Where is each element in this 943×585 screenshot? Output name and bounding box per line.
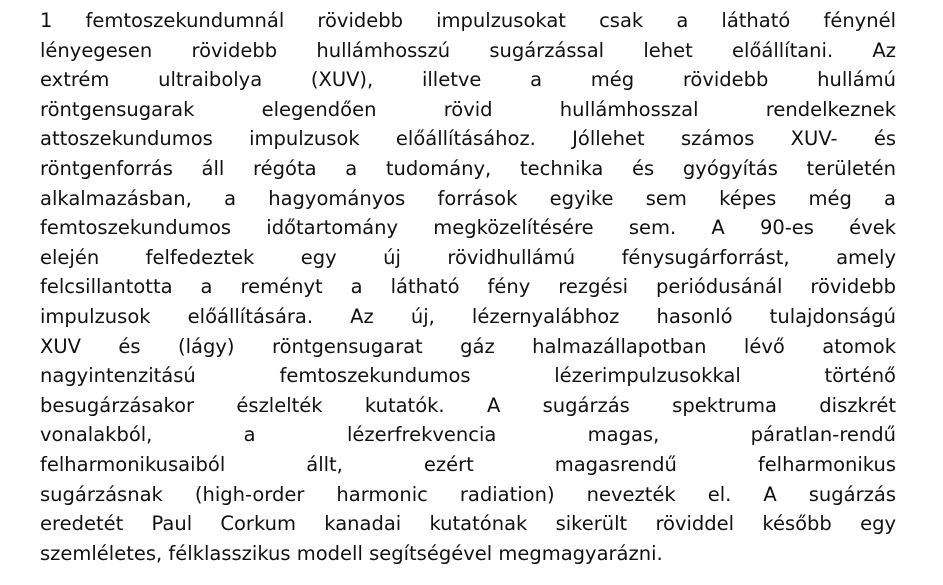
paragraph-line: extrém ultraibolya (XUV), illetve a még rövidebb hullámú (40, 68, 896, 92)
paragraph-line: eredetét Paul Corkum kanadai kutatónak sikerült röviddel később egy (40, 512, 896, 536)
paragraph-line: alkalmazásban, a hagyományos források egyike sem képes még a (40, 186, 896, 210)
paragraph-line: elején felfedeztek egy új rövidhullámú fénysugárforrást, amely (40, 245, 896, 269)
paragraph-line: vonalakból, a lézerfrekvencia magas, páratlan-rendű (40, 423, 896, 447)
paragraph-line: röntgensugarak elegendően rövid hullámhosszal rendelkeznek (40, 97, 896, 121)
paragraph-line: XUV és (lágy) röntgensugarat gáz halmazállapotban lévő atomok (40, 334, 896, 358)
paragraph-line: besugárzásakor észlelték kutatók. A sugárzás spektruma diszkrét (40, 393, 896, 417)
paragraph-line: lényegesen rövidebb hullámhosszú sugárzással lehet előállítani. Az (40, 38, 896, 62)
body-paragraph (40, 6, 896, 568)
paragraph-line: felcsillantotta a reményt a látható fény rezgési periódusánál rövidebb (40, 275, 896, 299)
paragraph-line: röntgenforrás áll régóta a tudomány, technika és gyógyítás területén (40, 156, 896, 180)
paragraph-line: attoszekundumos impulzusok előállításához. Jóllehet számos XUV- és (40, 127, 896, 151)
paragraph-line: nagyintenzitású femtoszekundumos lézerimpulzusokkal történő (40, 364, 896, 388)
paragraph-line: femtoszekundumos időtartomány megközelítésére sem. A 90-es évek (40, 216, 896, 240)
document-page (40, 6, 896, 568)
paragraph-line: sugárzásnak (high-order harmonic radiation) nevezték el. A sugárzás (40, 482, 896, 506)
paragraph-line: impulzusok előállítására. Az új, lézernyalábhoz hasonló tulajdonságú (40, 304, 896, 328)
paragraph-line: 1 femtoszekundumnál rövidebb impulzusokat csak a látható fénynél (40, 9, 896, 32)
paragraph-line: felharmonikusaiból állt, ezért magasrendű felharmonikus (40, 452, 896, 476)
paragraph-line: szemléletes, félklasszikus modell segítségével megmagyarázni. (40, 541, 663, 565)
